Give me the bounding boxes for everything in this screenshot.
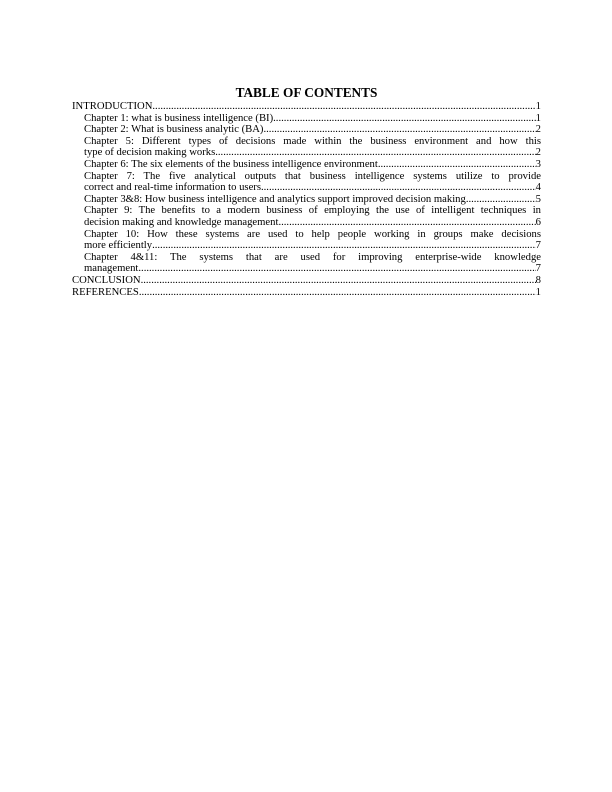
toc-link[interactable] (84, 194, 541, 206)
toc-line (84, 124, 541, 136)
toc-entry-text-line-1: Chapter 5: Different types of decisions made within the business environment and how this (84, 135, 541, 147)
toc-page-number: 2 (535, 124, 541, 136)
dot-leader (261, 182, 536, 194)
toc-entry-text-line-2: management (84, 263, 139, 275)
toc-entry-text-line-2: more efficiently (84, 240, 153, 252)
toc-entry-text: Chapter 6: The six elements of the business intelligence environment (84, 158, 378, 170)
toc-entry-references[interactable] (72, 287, 541, 299)
toc-entry-text-line-1: Chapter 9: The benefits to a modern business of employing the use of intelligent techniques in (84, 205, 541, 217)
toc-entry-text-line-2: correct and real-time information to users (84, 182, 261, 194)
toc-entry-chapter-1[interactable] (72, 113, 541, 125)
toc-link[interactable] (72, 101, 541, 113)
dot-leader (215, 147, 535, 159)
toc-line (84, 263, 541, 275)
toc-line (84, 217, 541, 229)
toc-link[interactable] (84, 124, 541, 136)
toc-page-number: 3 (535, 158, 541, 170)
toc-entry-text-line-2: type of decision making works (84, 147, 216, 159)
toc-entry-text: CONCLUSION (72, 274, 141, 286)
toc-entry-chapter-4-11[interactable] (72, 252, 541, 275)
toc-entry-text-line-1: Chapter 7: The five analytical outputs that business intelligence systems utilize to provide (84, 170, 541, 182)
toc-entry-chapter-6[interactable] (72, 159, 541, 171)
dot-leader (466, 194, 536, 206)
dot-leader (263, 124, 535, 136)
toc-page-number: 1 (535, 101, 541, 112)
toc-entry-chapter-2[interactable] (72, 124, 541, 136)
toc-entry-text: Chapter 2: What is business analytic (BA) (84, 124, 264, 136)
toc-page-number: 7 (535, 263, 541, 275)
toc-page-number: 4 (535, 182, 541, 194)
toc-entry-chapter-10[interactable] (72, 229, 541, 252)
toc-entry-text-line-1: Chapter 10: How these systems are used to help people working in groups make decisions (84, 228, 541, 240)
toc-entry-chapter-7[interactable] (72, 171, 541, 194)
toc-list (72, 101, 541, 298)
toc-line (84, 182, 541, 194)
toc-page-number: 6 (535, 216, 541, 228)
toc-link[interactable] (84, 136, 541, 159)
toc-line (84, 194, 541, 206)
toc-line (84, 147, 541, 159)
toc-line (72, 101, 541, 113)
toc-line (72, 287, 541, 299)
toc-link[interactable] (84, 229, 541, 252)
dot-leader (152, 101, 535, 113)
toc-entry-text: Chapter 3&8: How business intelligence and analytics support improved decision making (84, 193, 466, 205)
toc-entry-text: Chapter 1: what is business intelligence (BI) (84, 112, 274, 124)
toc-link[interactable] (84, 159, 541, 171)
dot-leader (278, 217, 535, 229)
toc-link[interactable] (84, 171, 541, 194)
toc-entry-text-line-2: decision making and knowledge management (84, 216, 279, 228)
dot-leader (273, 113, 536, 125)
toc-link[interactable] (72, 275, 541, 287)
dot-leader (138, 263, 535, 275)
toc-line (84, 113, 541, 125)
toc-page-number: 5 (535, 193, 541, 205)
document-page (72, 85, 541, 298)
toc-entry-chapter-3-8[interactable] (72, 194, 541, 206)
toc-line (84, 240, 541, 252)
toc-line (84, 159, 541, 171)
toc-entry-chapter-9[interactable] (72, 205, 541, 228)
toc-page-number: 8 (535, 274, 541, 286)
toc-link[interactable] (84, 205, 541, 228)
toc-page-number: 2 (535, 147, 541, 159)
toc-entry-text: REFERENCES (72, 286, 139, 298)
toc-page-number: 7 (535, 240, 541, 252)
toc-title: TABLE OF CONTENTS (235, 85, 378, 100)
toc-link[interactable] (84, 252, 541, 275)
toc-entry-chapter-5[interactable] (72, 136, 541, 159)
dot-leader (378, 159, 536, 171)
toc-page-number: 1 (535, 112, 541, 124)
toc-link[interactable] (84, 113, 541, 125)
toc-line (72, 275, 541, 287)
toc-entry-text-line-1: Chapter 4&11: The systems that are used for improving enterprise-wide knowledge (84, 251, 541, 263)
dot-leader (139, 287, 536, 299)
toc-link[interactable] (72, 287, 541, 299)
dot-leader (141, 275, 536, 287)
toc-page-number: 1 (535, 286, 541, 298)
dot-leader (152, 240, 536, 252)
toc-entry-conclusion[interactable] (72, 275, 541, 287)
toc-entry-text: INTRODUCTION (72, 101, 153, 112)
toc-entry-introduction[interactable] (72, 101, 541, 113)
